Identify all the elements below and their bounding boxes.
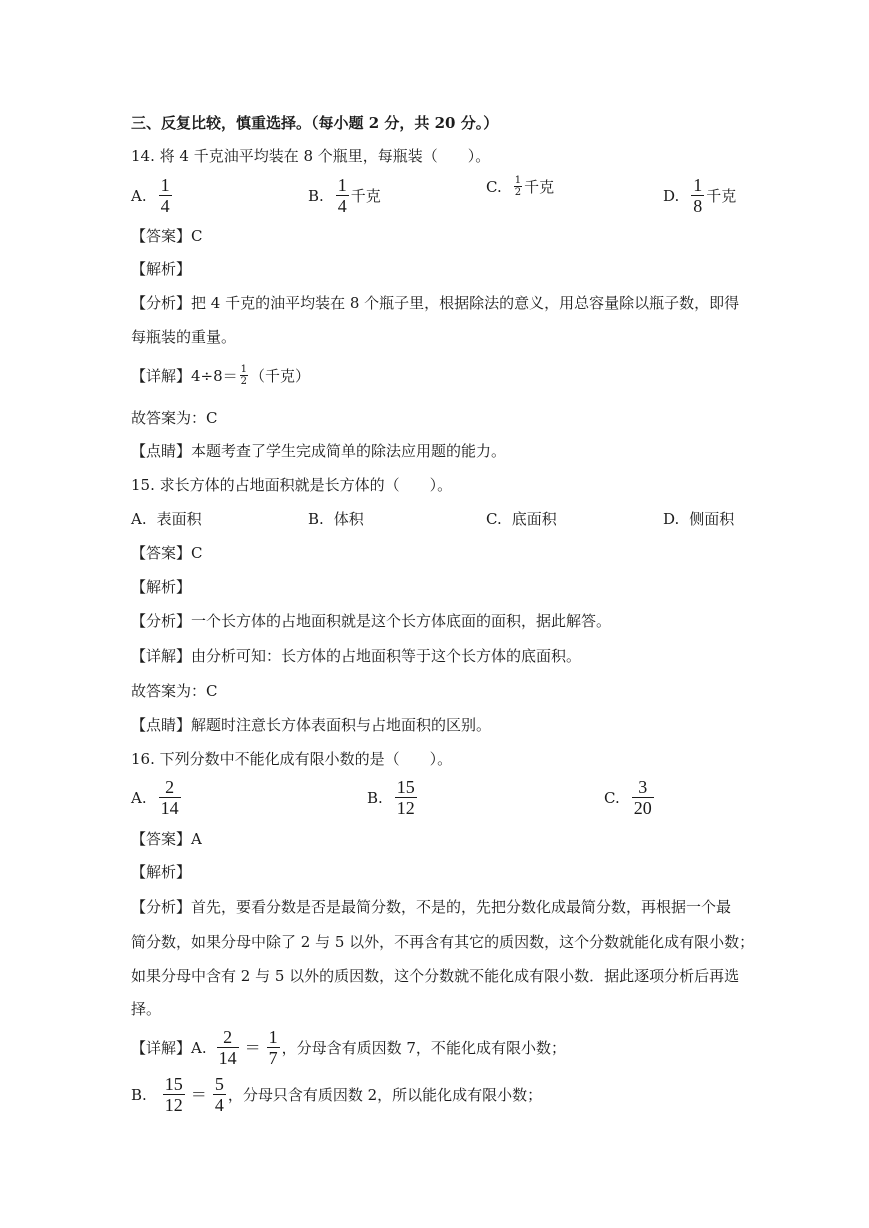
q14-answer: 【答案】C <box>131 227 203 245</box>
denominator: 4 <box>160 196 170 216</box>
q16-analysis-line-2: 简分数，如果分母中除了 2 与 5 以外，不再含有其它的质因数，这个分数就能化成有限小数； <box>131 933 755 951</box>
q15-detail: 【详解】由分析可知：长方体的占地面积等于这个长方体的底面积。 <box>131 647 582 665</box>
q14-option-c <box>486 175 554 198</box>
q14-jiexi: 【解析】 <box>131 260 192 278</box>
option-label: D. <box>663 510 680 528</box>
q16-analysis-line-3: 如果分母中含有 2 与 5 以外的质因数，这个分数就不能化成有限小数．据此逐项分析后再选 <box>131 967 740 985</box>
option-text: 体积 <box>333 510 364 528</box>
option-text: 底面积 <box>511 510 557 528</box>
q16-option-c <box>604 777 656 818</box>
fraction <box>336 175 349 216</box>
question-16-stem: 16. 下列分数中不能化成有限小数的是（ ）。 <box>131 750 453 768</box>
option-label: B. <box>367 788 383 807</box>
q14-option-b <box>308 175 381 216</box>
option-label: A. <box>131 186 147 205</box>
fraction <box>514 175 522 198</box>
fraction <box>632 777 654 818</box>
option-label: B. <box>308 186 324 205</box>
detail-text: ，分母含有质因数 7，不能化成有限小数； <box>281 1038 566 1057</box>
denominator: 7 <box>268 1048 278 1068</box>
section-title: 三、反复比较，慎重选择。（每小题 2 分，共 20 分。） <box>131 114 499 132</box>
q15-conclusion: 故答案为：C <box>131 682 218 700</box>
q15-analysis: 【分析】一个长方体的占地面积就是这个长方体底面的面积，据此解答。 <box>131 612 612 630</box>
option-label: B. <box>308 510 324 528</box>
numerator: 1 <box>337 175 347 195</box>
q14-analysis-line-1: 【分析】把 4 千克的油平均装在 8 个瓶子里，根据除法的意义，用总容量除以瓶子数，即得 <box>131 294 740 312</box>
option-text: 表面积 <box>156 510 202 528</box>
q14-detail <box>131 364 310 387</box>
denominator: 2 <box>240 376 248 387</box>
option-label: C. <box>604 788 620 807</box>
question-14-stem: 14. 将 4 千克油平均装在 8 个瓶里，每瓶装（ ）。 <box>131 147 491 165</box>
option-unit: 千克 <box>524 177 555 196</box>
denominator: 2 <box>514 187 522 198</box>
fraction <box>159 175 172 216</box>
equals-sign: ＝ <box>244 1037 261 1057</box>
option-unit: 千克 <box>350 186 381 205</box>
denominator: 14 <box>160 798 179 818</box>
numerator: 15 <box>396 777 415 797</box>
detail-text: ，分母只含有质因数 2，所以能化成有限小数； <box>227 1085 543 1104</box>
fraction <box>395 777 417 818</box>
numerator: 1 <box>693 175 703 195</box>
question-15-stem: 15. 求长方体的占地面积就是长方体的（ ）。 <box>131 476 453 494</box>
numerator: 1 <box>514 175 522 186</box>
q16-detail-b <box>131 1074 542 1115</box>
numerator: 2 <box>223 1027 233 1047</box>
q14-option-a <box>131 175 174 216</box>
denominator: 4 <box>214 1095 224 1115</box>
q15-option-c <box>486 509 557 529</box>
q16-answer: 【答案】A <box>131 830 202 848</box>
q15-jiexi: 【解析】 <box>131 578 192 596</box>
numerator: 3 <box>638 777 648 797</box>
option-label: A. <box>131 510 147 528</box>
q16-jiexi: 【解析】 <box>131 863 192 881</box>
numerator: 1 <box>160 175 170 195</box>
q14-comment: 【点睛】本题考查了学生完成简单的除法应用题的能力。 <box>131 442 507 460</box>
fraction <box>163 1074 185 1115</box>
q15-option-b <box>308 509 364 529</box>
q16-option-a <box>131 777 183 818</box>
detail-prefix: 【详解】4÷8＝ <box>131 366 238 385</box>
numerator: 5 <box>214 1074 224 1094</box>
numerator: 2 <box>165 777 175 797</box>
numerator: 1 <box>268 1027 278 1047</box>
denominator: 4 <box>337 196 347 216</box>
fraction <box>217 1027 239 1068</box>
denominator: 12 <box>164 1095 183 1115</box>
denominator: 12 <box>396 798 415 818</box>
fraction <box>267 1027 280 1068</box>
detail-suffix: （千克） <box>250 366 311 385</box>
option-text: 侧面积 <box>689 510 735 528</box>
numerator: 1 <box>240 364 248 375</box>
denominator: 14 <box>218 1048 237 1068</box>
option-label: A. <box>131 788 147 807</box>
option-unit: 千克 <box>706 186 737 205</box>
option-label: D. <box>663 186 680 205</box>
q14-option-d <box>663 175 736 216</box>
q16-detail-a <box>131 1027 566 1068</box>
q15-option-d <box>663 509 734 529</box>
q15-answer: 【答案】C <box>131 544 203 562</box>
fraction <box>213 1074 226 1115</box>
q15-option-a <box>131 509 202 529</box>
numerator: 15 <box>164 1074 183 1094</box>
q14-conclusion: 故答案为：C <box>131 409 218 427</box>
q14-analysis-line-2: 每瓶装的重量。 <box>131 328 237 346</box>
q16-option-b <box>367 777 419 818</box>
q16-analysis-line-4: 择。 <box>131 1000 162 1018</box>
q16-analysis-line-1: 【分析】首先，要看分数是否是最简分数，不是的，先把分数化成最简分数，再根据一个最 <box>131 898 732 916</box>
denominator: 8 <box>693 196 703 216</box>
option-label: C. <box>486 510 502 528</box>
fraction <box>159 777 181 818</box>
detail-prefix: B. <box>131 1085 147 1104</box>
q15-comment: 【点睛】解题时注意长方体表面积与占地面积的区别。 <box>131 716 492 734</box>
option-label: C. <box>486 177 502 196</box>
detail-prefix: 【详解】A. <box>131 1038 207 1057</box>
fraction <box>691 175 704 216</box>
fraction <box>240 364 248 387</box>
denominator: 20 <box>633 798 652 818</box>
equals-sign: ＝ <box>190 1084 207 1104</box>
